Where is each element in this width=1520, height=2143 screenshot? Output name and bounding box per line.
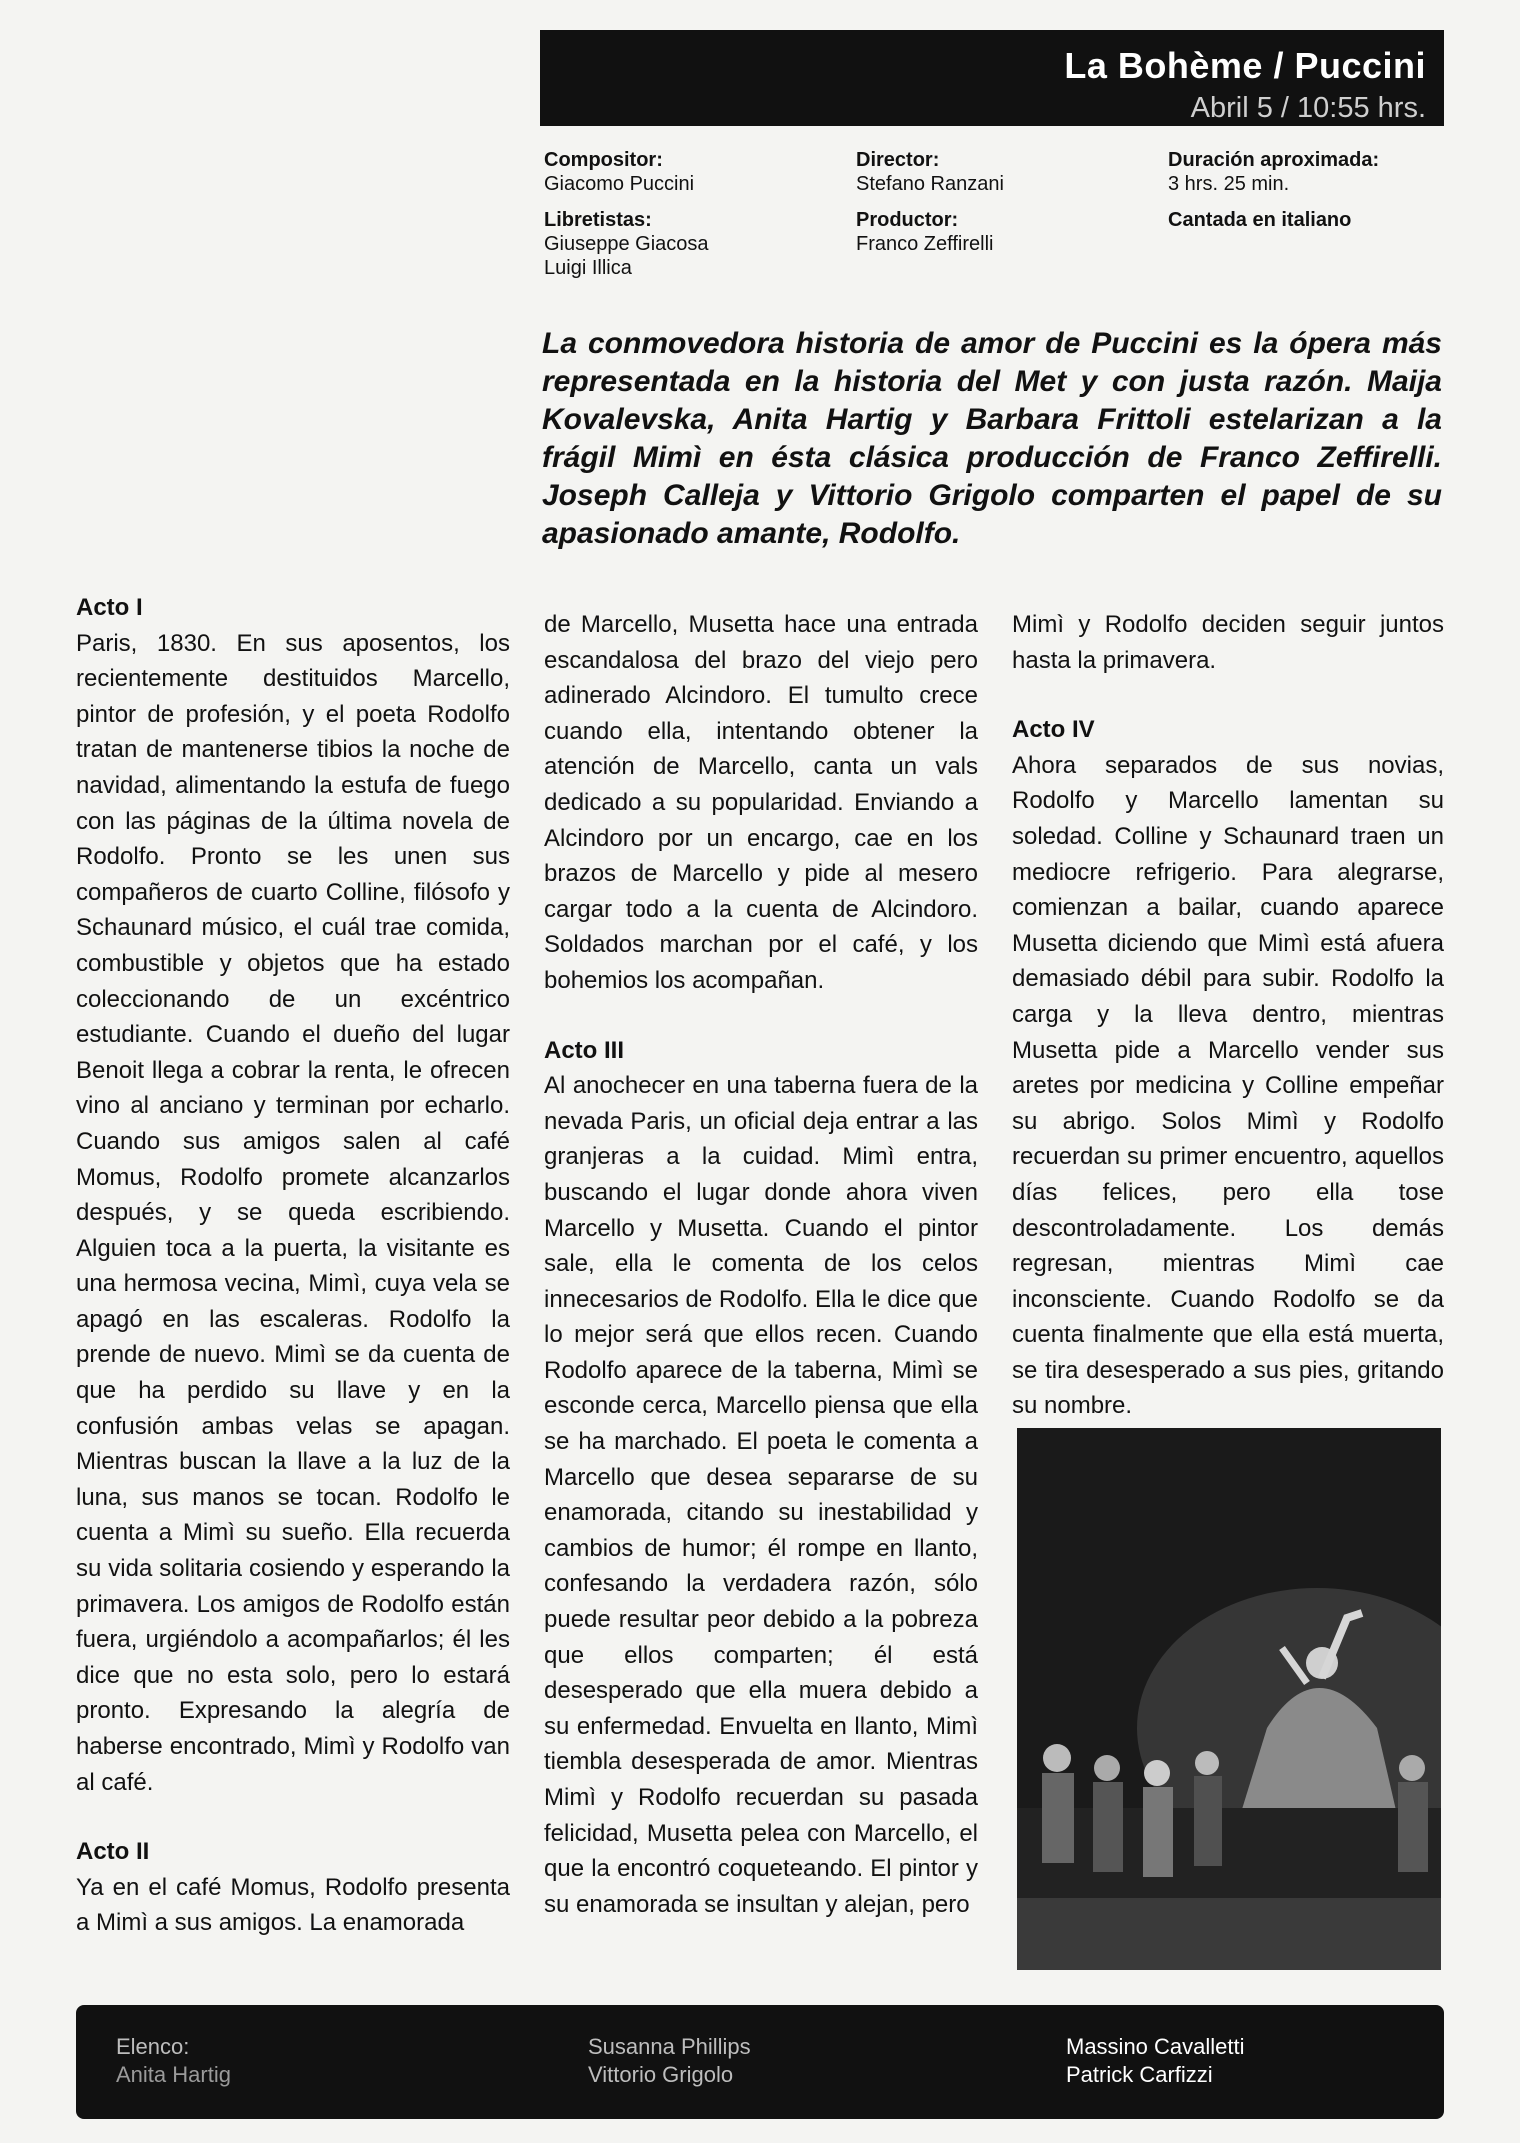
director-label: Director:: [856, 149, 940, 171]
act1-heading: Acto I: [76, 594, 143, 621]
cast-column-3: [1066, 2033, 1245, 2089]
cast-member: Patrick Carfizzi: [1066, 2062, 1213, 2087]
act2-text-continued: de Marcello, Musetta hace una entrada escandalosa del brazo del viejo pero adinerado Alcindoro. El tumulto crece cuando ella, intentando obtener la atención de Marcello, canta un vals dedicado a su popularidad. Enviando a Alcindoro por un encargo, cae en los brazos de Marcello y pide al mesero cargar todo a la cuenta de Alcindoro. Soldados marchan por el café, y los bohemios los acompañan.: [544, 611, 978, 994]
column-middle: [544, 607, 978, 1922]
language-note: Cantada en italiano: [1168, 209, 1352, 231]
composer-label: Compositor:: [544, 149, 663, 171]
cast-label: Elenco:: [116, 2034, 190, 2059]
act2-heading: Acto II: [76, 1838, 150, 1866]
performance-date: Abril 5 / 10:55 hrs.: [1190, 92, 1426, 124]
cast-footer: [76, 2005, 1444, 2119]
composer-value: Giacomo Puccini: [544, 173, 695, 195]
duration-value: 3 hrs. 25 min.: [1168, 173, 1290, 195]
cast-member: Susanna Phillips: [588, 2034, 751, 2059]
column-right: [1012, 607, 1444, 1424]
page-title: La Bohème / Puccini: [1064, 45, 1426, 86]
act3-heading: Acto III: [544, 1036, 625, 1064]
cast-member: Vittorio Grigolo: [588, 2062, 734, 2087]
header-bar: [540, 30, 1444, 126]
librettists-label: Libretistas:: [544, 209, 652, 231]
cast-member: Anita Hartig: [116, 2062, 231, 2087]
info-column-composer: [544, 148, 844, 292]
act3-text: Al anochecer en una taberna fuera de la nevada Paris, un oficial deja entrar a las granjeras a la cuidad. Mimì entra, buscando el lugar donde ahora viven Marcello y Musetta. Cuando el pintor sale, ella le comenta de los celos innecesarios de Rodolfo. Ella le dice que lo mejor será que ellos recen. Cuando Rodolfo aparece de la taberna, Mimì se esconde cerca, Marcello piensa que ella se ha marchado. El poeta le comenta a Marcello que desea separarse de su enamorada, citando su inestabilidad y cambios de humor; él rompe en llanto, confesando la verdadera razón, sólo puede resultar peor debido a la pobreza que ellos comparten; él está desesperado que ella muera debido a su enfermedad. Envuelta en llanto, Mimì tiembla desesperada de amor. Mientras Mimì y Rodolfo recuerdan su pasada felicidad, Musetta pelea con Marcello, el que la encontró coqueteando. El pintor y su enamorada se insultan y alejan, pero: [544, 1072, 978, 1918]
cast-column-2: [588, 2033, 751, 2089]
act2-text-start: Ya en el café Momus, Rodolfo presenta a Mimì a sus amigos. La enamorada: [76, 1873, 510, 1937]
director-value: Stefano Ranzani: [856, 173, 1004, 195]
librettists-value: Giuseppe Giacosa Luigi Illica: [544, 233, 709, 279]
info-column-duration: [1168, 148, 1468, 244]
act3-text-continued: Mimì y Rodolfo deciden seguir juntos hasta la primavera.: [1012, 611, 1444, 674]
production-photo: [1017, 1428, 1441, 1970]
cast-member: Massino Cavalletti: [1066, 2034, 1245, 2059]
act1-text: Paris, 1830. En sus aposentos, los recientemente destituidos Marcello, pintor de profesión, y el poeta Rodolfo tratan de mantenerse tibios la noche de navidad, alimentando la estufa de fuego con las páginas de la última novela de Rodolfo. Pronto se les unen sus compañeros de cuarto Colline, filósofo y Schaunard músico, el cuál trae comida, combustible y objetos que ha estado coleccionando de un excéntrico estudiante. Cuando el dueño del lugar Benoit llega a cobrar la renta, le ofrecen vino al anciano y terminan por echarlo. Cuando sus amigos salen al café Momus, Rodolfo promete alcanzarlos después, y se queda escribiendo. Alguien toca a la puerta, la visitante es una hermosa vecina, Mimì, cuya vela se apagó en las escaleras. Rodolfo la prende de nuevo. Mimì se da cuenta de que ha perdido su llave y en la confusión ambas velas se apagan. Mientras buscan la llave a la luz de la luna, sus manos se tocan. Rodolfo le cuenta a Mimì su sueño. Ella recuerda su vida solitaria cosiendo y esperando la primavera. Los amigos de Rodolfo están fuera, urgiéndolo a acompañarlos; él les dice que no esta solo, pero lo estará pronto. Expresando la alegría de haberse encontrado, Mimì y Rodolfo van al café.: [76, 629, 510, 1796]
producer-value: Franco Zeffirelli: [856, 233, 994, 255]
act4-heading: Acto IV: [1012, 716, 1095, 744]
duration-label: Duración aproximada:: [1168, 149, 1380, 171]
lead-paragraph: La conmovedora historia de amor de Puccini es la ópera más representada en la historia del Met y con justa razón. Maija Kovalevska, Anita Hartig y Barbara Frittoli estelarizan a la frágil Mimì en ésta clásica producción de Franco Zeffirelli. Joseph Calleja y Vittorio Grigolo comparten el papel de su apasionado amante, Rodolfo.: [542, 327, 1442, 550]
cast-column-1: [116, 2033, 231, 2089]
act4-text: Ahora separados de sus novias, Rodolfo y Marcello lamentan su soledad. Colline y Schaunard traen un mediocre refrigerio. Para alegrarse, comienzan a bailar, cuando aparece Musetta diciendo que Mimì está afuera demasiado débil para subir. Rodolfo la carga y la lleva dentro, mientras Musetta pide a Marcello vender sus aretes por medicina y Colline empeñar su abrigo. Solos Mimì y Rodolfo recuerdan su primer encuentro, aquellos días felices, pero ella tose descontroladamente. Los demás regresan, mientras Mimì cae inconsciente. Cuando Rodolfo se da cuenta finalmente que ella está muerta, se tira desesperado a sus pies, gritando su nombre.: [1012, 751, 1444, 1420]
producer-label: Productor:: [856, 209, 959, 231]
info-column-director: [856, 148, 1156, 268]
stage-scene-illustration: [1017, 1428, 1441, 1970]
column-left: [76, 590, 510, 1941]
